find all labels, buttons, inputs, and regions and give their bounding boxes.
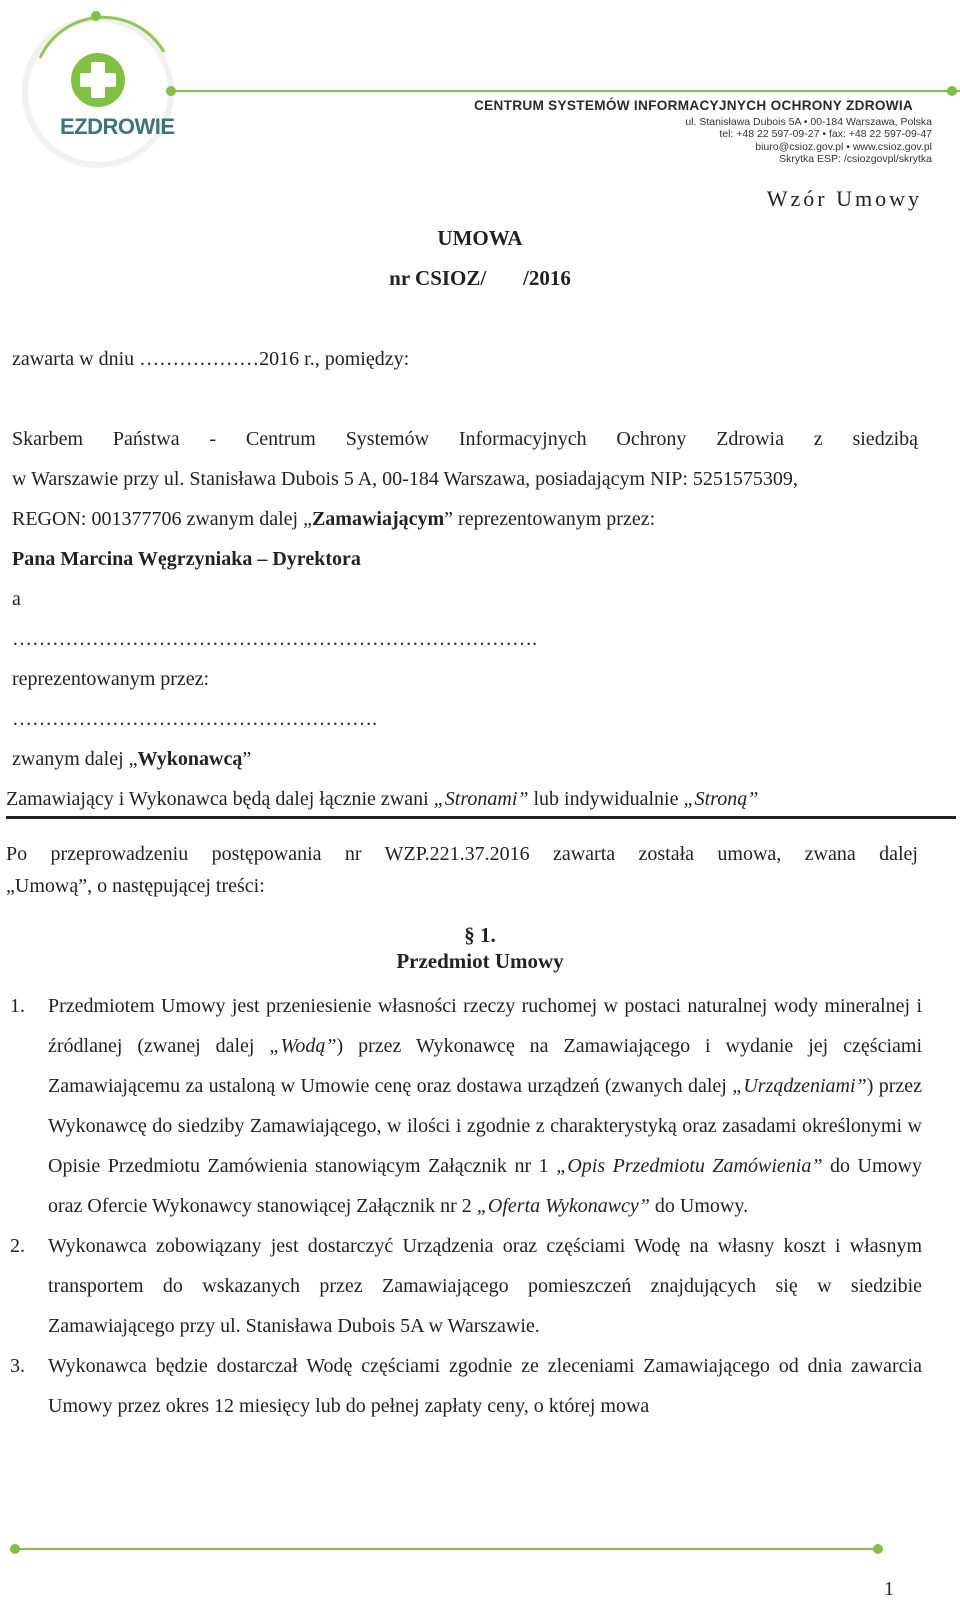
text-segment: ” (242, 748, 252, 770)
address-line: Skrytka ESP: /csiozgovpl/skrytka (779, 153, 932, 166)
clause-list (10, 986, 922, 1426)
clause-text: Wykonawca będzie dostarczał Wodę częściami zgodnie ze zleceniami Zamawiającego od dnia zawarcia Umowy przez okres 12 miesięcy lub do pełnej zapłaty ceny, o której mowa (48, 1355, 922, 1417)
text-segment: ” reprezentowanym przez: (444, 508, 656, 530)
party1-line3 (12, 506, 655, 532)
contractor-name-placeholder: ……………………………………………………………………. (12, 628, 537, 650)
text-segment: Przedmiotem Umowy jest przeniesienie własności rzeczy ruchomej w postaci naturalnej wody mineralnej i źródlanej (zwanej dalej (48, 995, 922, 1057)
footer-divider-dot-right (873, 1544, 883, 1554)
text-segment: do Umowy. (649, 1195, 749, 1217)
attachment-2-title: „Oferta Wykonawcy” (476, 1195, 650, 1217)
defined-term-wykonawca: Wykonawcą (137, 748, 243, 770)
header-divider-dot-left (166, 86, 176, 96)
defined-term-zamawiajacy: Zamawiającym (311, 508, 445, 530)
clause-number: 2. (10, 1235, 25, 1257)
section-number: § 1. (464, 923, 496, 947)
conclusion-date-line: zawarta w dniu ………………2016 r., pomiędzy: (12, 348, 410, 370)
clause-item (10, 1346, 922, 1426)
contractor-definition (12, 746, 251, 772)
address-line: tel: +48 22 597-09-27 • fax: +48 22 597-09-47 (719, 128, 932, 141)
document-title: UMOWA (437, 226, 523, 250)
clause-number: 3. (10, 1355, 25, 1377)
document-number: nr CSIOZ/ /2016 (389, 266, 571, 290)
contractor-represented-label: reprezentowanym przez: (12, 668, 210, 690)
organization-name: CENTRUM SYSTEMÓW INFORMACYJNYCH OCHRONY ZDROWIA (474, 98, 914, 113)
defined-term-woda: „Wodą” (269, 1035, 337, 1057)
text-segment: zwanym dalej „ (12, 748, 138, 770)
text-segment: Zamawiający i Wykonawca będą dalej łącznie zwani (6, 788, 434, 810)
parties-definition (6, 786, 758, 812)
section-divider (6, 816, 956, 819)
party1-line1: Skarbem Państwa - Centrum Systemów Informacyjnych Ochrony Zdrowia z siedzibą (12, 428, 918, 450)
header-divider (170, 90, 960, 92)
procedure-line2: „Umową”, o następującej treści: (6, 875, 265, 897)
text-segment: do Umowy oraz Ofercie Wykonawcy stanowiącej Załącznik nr 2 (48, 1155, 922, 1217)
procedure-line1: Po przeprowadzeniu postępowania nr WZP.221.37.2016 zawarta została umowa, zwana dalej (6, 843, 918, 865)
text-segment: REGON: 001377706 zwanym dalej „ (12, 508, 312, 530)
header-divider-dot-right (947, 86, 957, 96)
clause-number: 1. (10, 995, 25, 1017)
conjunction-and: a (12, 588, 21, 610)
template-label: Wzór Umowy (766, 186, 922, 211)
clause-item (10, 1226, 922, 1346)
defined-term-strony: „Stronami” (433, 788, 529, 810)
attachment-1-title: „Opis Przedmiotu Zamówienia” (556, 1155, 823, 1177)
clause-text: Wykonawca zobowiązany jest dostarczyć Urządzenia oraz częściami Wodę na własny koszt i własnym transportem do wskazanych przez Zamawiającego pomieszczeń znajdujących się w siedzibie Zamawiającego przy ul. Stanisława Dubois 5A w Warszawie. (48, 1235, 922, 1337)
page-number: 1 (884, 1578, 894, 1600)
clause-item (10, 986, 922, 1226)
defined-term-urzadzenia: „Urządzeniami” (732, 1075, 867, 1097)
logo-emblem-icon (14, 6, 184, 176)
footer-divider (14, 1548, 878, 1550)
logo-text: EZDROWIE (60, 114, 175, 139)
contractor-rep-placeholder: ………………………………………………. (12, 708, 377, 730)
address-line: ul. Stanisława Dubois 5A • 00-184 Warszawa, Polska (685, 116, 932, 128)
text-segment: ) przez Wykonawcę na Zamawiającego i wydanie jej częściami Zamawiającemu za ustaloną w Umowie cenę oraz dostawa urządzeń (zwanych dalej (48, 1035, 922, 1097)
text-segment: lub indywidualnie (528, 788, 684, 810)
party1-representative: Pana Marcina Węgrzyniaka – Dyrektora (12, 548, 361, 570)
party1-line2: w Warszawie przy ul. Stanisława Dubois 5 A, 00-184 Warszawa, posiadającym NIP: 5251575309, (12, 468, 798, 490)
ezdrowie-logo (14, 6, 184, 176)
text-segment: ) przez Wykonawcę do siedziby Zamawiającego, w ilości i zgodnie z charakterystyką oraz zasadami określonymi w Opisie Przedmiotu Zamówienia stanowiącym Załącznik nr 1 (48, 1075, 922, 1177)
defined-term-strona: „Stroną” (683, 788, 759, 810)
organization-address (685, 116, 932, 166)
section-title: Przedmiot Umowy (396, 949, 564, 973)
address-line: biuro@csioz.gov.pl • www.csioz.gov.pl (755, 140, 932, 153)
